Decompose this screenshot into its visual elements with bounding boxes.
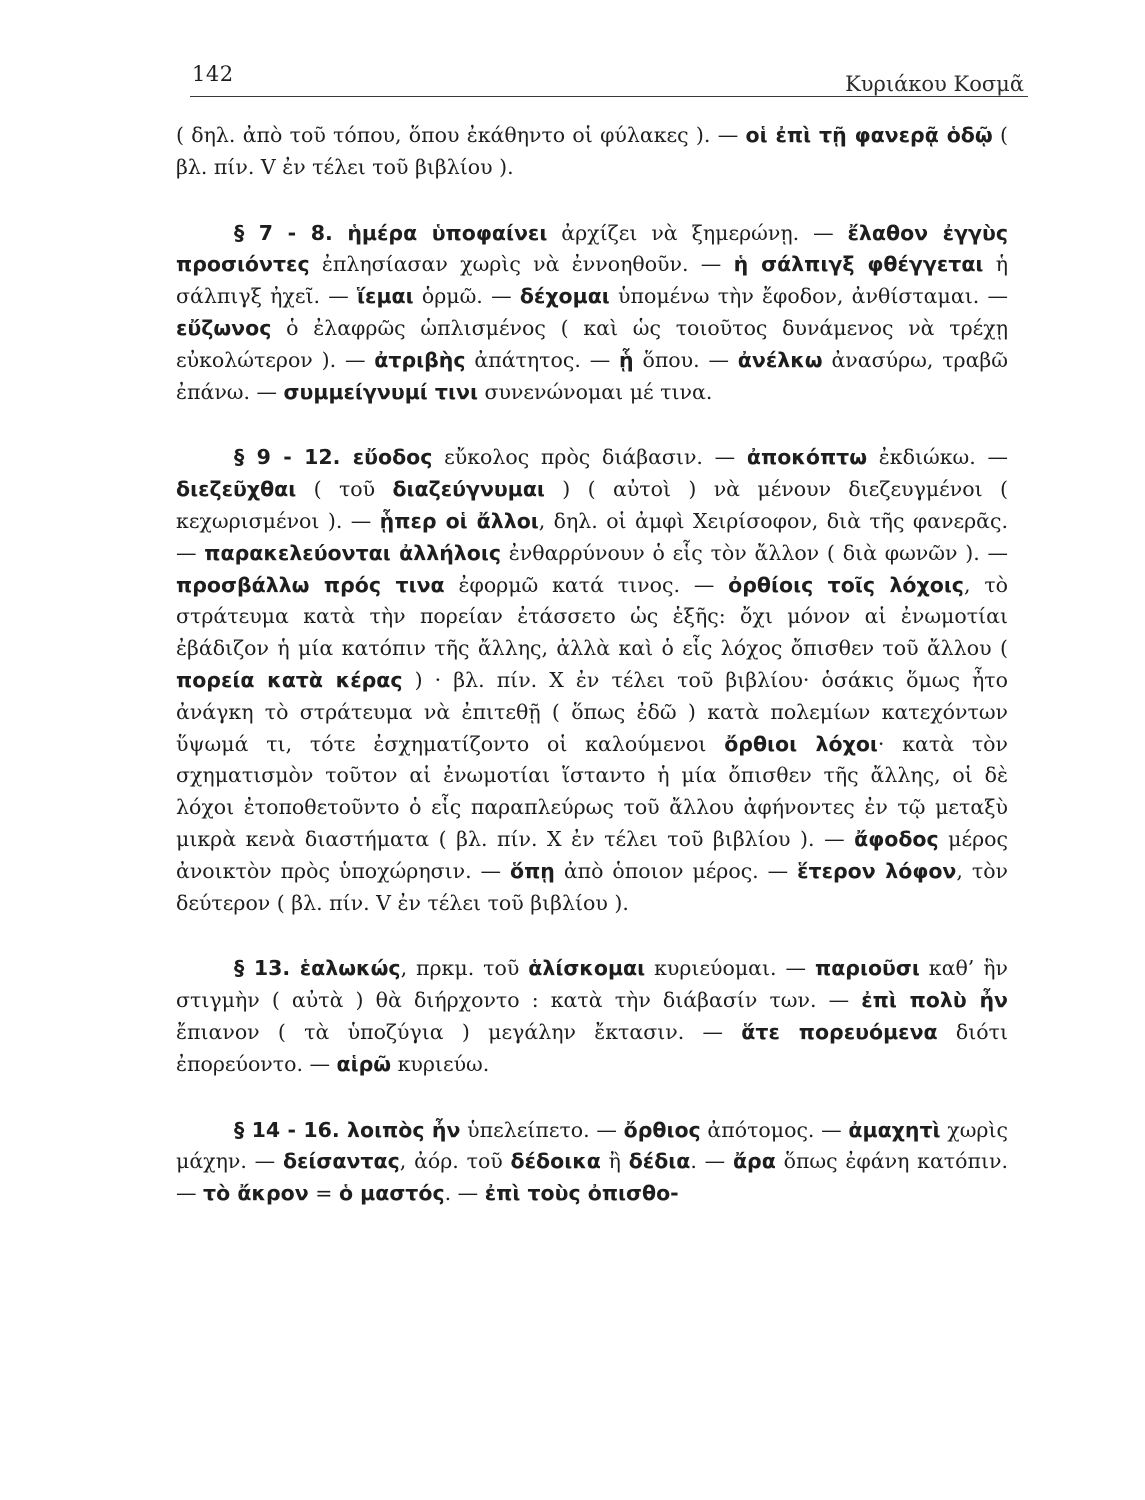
lemma-term: πορεία κατὰ κέρας (176, 667, 403, 692)
paragraph (176, 953, 1008, 1080)
gloss-text: ( βλ. πίν. V ἐν τέλει τοῦ βιβλίου ). (176, 123, 1008, 179)
lemma-term: διαζεύγνυμαι (392, 477, 545, 502)
gloss-text: ὁρμῶ. — (413, 284, 520, 309)
gloss-text: , πρκμ. τοῦ (400, 956, 529, 981)
paragraph (176, 120, 1008, 184)
gloss-text: . — (444, 1181, 485, 1206)
gloss-text: διότι ἐπορεύοντο. — (176, 1019, 1009, 1076)
lemma-term: ἀτριβὴς (374, 347, 466, 372)
gloss-text: ἀπότομος. — (700, 1117, 849, 1142)
lemma-term: ἔλαθον ἐγγὺς προσιόντες (176, 220, 1009, 277)
gloss-text: ἡ σάλπιγξ ἠχεῖ. — (176, 252, 1008, 309)
gloss-text: · κατὰ τὸν σχηματισμὸν τοῦτον αἱ ἐνωμοτίαι ἵσταντο ἡ μία ὄπισθεν τῆς ἄλλης, οἱ δὲ λόχοι ἐτοποθετοῦντο ὁ εἷς παραπλεύρως τοῦ ἄλλου ἀφήνοντες ἐν τῷ μεταξὺ μικρὰ κενὰ διαστήματα ( βλ. πίν. X ἐν τέλει τοῦ βιβλίου ). — (176, 731, 1008, 851)
lemma-term: § 7 - 8. (234, 220, 348, 245)
gloss-text: ( τοῦ (296, 477, 393, 502)
gloss-text: ὁ ἐλαφρῶς ὡπλισμένος ( καὶ ὡς τοιοῦτος δυνάμενος νὰ τρέχῃ εὐκολώτερον ). — (176, 315, 1008, 372)
lemma-term: ἄφοδος (854, 826, 939, 851)
lemma-term: δείσαντας (282, 1149, 400, 1174)
lemma-term: § 14 - 16. (234, 1117, 348, 1142)
page-number: 142 (192, 62, 234, 86)
gloss-text: ἐνθαρρύνουν ὁ εἷς τὸν ἄλλον ( διὰ φωνῶν ). — (501, 540, 1009, 565)
gloss-text: , ἀόρ. τοῦ (399, 1149, 511, 1174)
lemma-term: δέδια (628, 1149, 691, 1174)
gloss-text: ἔπιανον ( τὰ ὑποζύγια ) μεγάλην ἔκτασιν. — (176, 1019, 742, 1044)
lemma-term: ἵεμαι (357, 284, 414, 309)
lemma-term: ὄρθιος (623, 1117, 701, 1142)
lemma-term: ᾗ (619, 347, 634, 372)
gloss-text: κυριεύω. (391, 1051, 490, 1076)
lemma-term: ἀμαχητὶ (848, 1117, 941, 1142)
lemma-term: § 9 - 12. (234, 445, 353, 470)
lemma-term: οἱ ἐπὶ τῇ φανερᾷ ὁδῷ (745, 123, 993, 147)
lemma-term: ὀρθίοις τοῖς λόχοις (728, 572, 964, 597)
gloss-text: , τὸν δεύτερον ( βλ. πίν. V ἐν τέλει τοῦ βιβλίου ). (176, 858, 1009, 915)
gloss-text: ἐπλησίασαν χωρὶς νὰ ἐννοηθοῦν. — (309, 252, 734, 277)
lemma-term: συμμείγνυμί τινι (283, 379, 478, 404)
gloss-text: = (308, 1181, 339, 1206)
lemma-term: ἑαλωκώς (299, 956, 401, 981)
gloss-text: μέρος ἀνοικτὸν πρὸς ὑποχώρησιν. — (176, 826, 1008, 883)
gloss-text: εὔκολος πρὸς διάβασιν. — (432, 445, 747, 470)
lemma-term: ἐπὶ πολὺ ἦν (861, 988, 1009, 1013)
gloss-text: ἀνασύρω, τραβῶ ἐπάνω. — (176, 347, 1008, 404)
gloss-text: καθ’ ἣν στιγμὴν ( αὐτὰ ) θὰ διήρχοντο : κατὰ τὴν διάβασίν των. — (176, 956, 1009, 1013)
lemma-term: δέδοικα (510, 1149, 601, 1174)
gloss-text: ) · βλ. πίν. X ἐν τέλει τοῦ βιβλίου· ὁσάκις ὅμως ἦτο ἀνάγκη τὸ στράτευμα νὰ ἐπιτεθῇ ( ὅπως ἐδῶ ) κατὰ πολεμίων κατεχόντων ὕψωμά τι, τότε ἐσχηματίζοντο οἱ καλούμενοι (176, 667, 1008, 756)
lemma-term: ἅτε πορευόμενα (741, 1019, 938, 1044)
gloss-text: ἀρχίζει νὰ ξημερώνῃ. — (547, 220, 848, 245)
running-title: Κυριάκου Κοσμᾶ (845, 72, 1024, 96)
lemma-term: ἀνέλκω (737, 347, 823, 372)
lemma-term: ἡ σάλπιγξ φθέγγεται (733, 252, 984, 277)
lemma-term: εὔζωνος (176, 315, 272, 340)
paragraph (176, 1115, 1008, 1210)
gloss-text: ἐφορμῶ κατά τινος. — (444, 572, 729, 597)
gloss-text: . — (690, 1149, 733, 1174)
page-header (190, 62, 1028, 97)
gloss-text: ( δηλ. ἀπὸ τοῦ τόπου, ὅπου ἐκάθηντο οἱ φύλακες ). — (176, 123, 746, 147)
gloss-text: ὅπου. — (633, 347, 738, 372)
gloss-text: ὑπελείπετο. — (460, 1117, 624, 1142)
lemma-term: εὔοδος (352, 445, 433, 470)
lemma-term: ὁ μαστός (338, 1181, 445, 1206)
gloss-text: , δηλ. οἱ ἀμφὶ Χειρίσοφον, διὰ τῆς φανερᾶς. — (176, 508, 1008, 565)
gloss-text: ὅπως ἐφάνη κατόπιν. — (176, 1149, 1008, 1206)
gloss-text: ) ( αὐτοὶ ) νὰ μένουν διεζευγμένοι ( κεχωρισμένοι ). — (176, 477, 1008, 533)
gloss-text: ἀπὸ ὁποιον μέρος. — (554, 858, 798, 883)
gloss-text: κυριεύομαι. — (645, 956, 815, 981)
gloss-text: ἀπάτητος. — (465, 347, 620, 372)
paragraph (176, 442, 1008, 919)
gloss-text: ἐκδιώκω. — (867, 445, 1008, 470)
lemma-term: ἐπὶ τοὺς ὀπισθο- (484, 1181, 679, 1206)
lemma-term: ἄρα (732, 1149, 776, 1174)
lemma-term: § 13. (234, 956, 300, 981)
lemma-term: αἱρῶ (336, 1051, 392, 1076)
lemma-term: προσβάλλω πρός τινα (176, 572, 445, 597)
lemma-term: ἀποκόπτω (746, 445, 868, 470)
lemma-term: λοιπὸς ἦν (347, 1117, 461, 1142)
lemma-term: ἡμέρα ὑποφαίνει (347, 220, 548, 245)
lemma-term: ἁλίσκομαι (528, 956, 646, 981)
gloss-text: ἢ (600, 1149, 629, 1174)
lemma-term: ᾗπερ οἱ ἄλλοι (379, 508, 539, 533)
gloss-text: , τὸ στράτευμα κατὰ τὴν πορείαν ἐτάσσετο ὡς ἑξῆς: ὄχι μόνον αἱ ἐνωμοτίαι ἐβάδιζον ἡ μία κατόπιν τῆς ἄλλης, ἀλλὰ καὶ ὁ εἷς λόχος ὄπισθεν τοῦ ἄλλου ( (176, 572, 1009, 661)
commentary-body (176, 120, 1008, 1244)
lemma-term: δέχομαι (519, 284, 610, 309)
lemma-term: τὸ ἄκρον (203, 1181, 309, 1206)
gloss-text: συνενώνομαι μέ τινα. (477, 379, 713, 404)
lemma-term: διεζεῦχθαι (176, 477, 297, 502)
lemma-term: ὅπῃ (510, 858, 555, 883)
lemma-term: ὄρθιοι λόχοι (724, 731, 878, 756)
lemma-term: ἕτερον λόφον (797, 858, 957, 883)
paragraph (176, 218, 1008, 409)
lemma-term: παρακελεύονται ἀλλήλοις (204, 540, 501, 565)
gloss-text: χωρὶς μάχην. — (176, 1117, 1008, 1174)
gloss-text: ὑπομένω τὴν ἔφοδον, ἀνθίσταμαι. — (609, 284, 1009, 309)
lemma-term: παριοῦσι (815, 956, 920, 981)
